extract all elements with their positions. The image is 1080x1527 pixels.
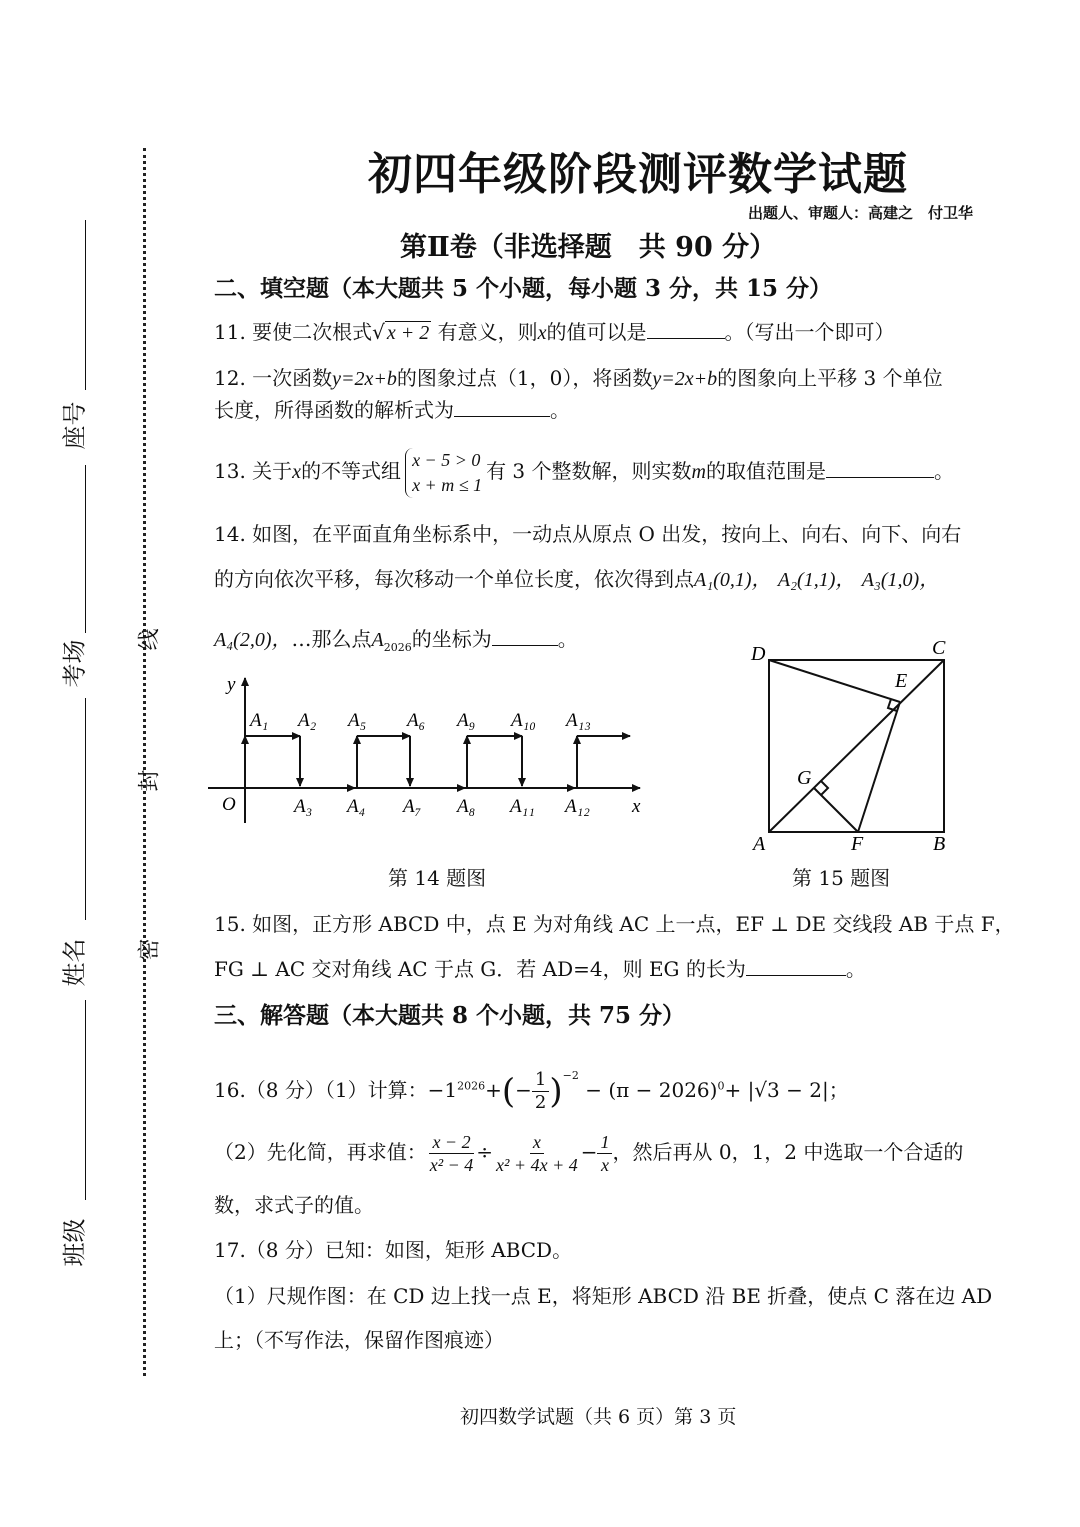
- question-16-part2: [214, 1124, 963, 1180]
- question-14-line1: 14. 如图，在平面直角坐标系中，一动点从原点 O 出发，按向上、向右、向下、向右: [214, 522, 962, 546]
- inequality-2: x + m ≤ 1: [412, 474, 483, 495]
- caption-fig15: 第 15 题图: [792, 866, 891, 890]
- label-seat: 座号: [60, 401, 89, 450]
- point-a2: A₂(1,1)，: [777, 569, 856, 591]
- question-12-line2: [214, 396, 570, 424]
- answer-blank-11[interactable]: [647, 320, 725, 339]
- neg-sign: −: [515, 1078, 532, 1102]
- diagonal-ac: [769, 660, 944, 832]
- label-a12: A₁₂: [565, 796, 590, 817]
- class-name-line: [85, 1000, 86, 1200]
- origin-label: O: [222, 794, 236, 815]
- label-a2: A₂: [298, 710, 317, 731]
- label-a3: A₃: [294, 796, 313, 817]
- q12-func-2: y=2x+b: [652, 368, 718, 390]
- label-a4: A₄: [347, 796, 366, 817]
- q16-expr2: − (π − 2026): [585, 1078, 718, 1102]
- point-a4: A₄(2,0)，: [214, 629, 292, 651]
- part-title: 第Ⅱ卷（非选择题 共 90 分）: [400, 232, 777, 263]
- q15-end: 。: [845, 957, 866, 981]
- frac2-denominator: x² + 4x + 4: [496, 1155, 578, 1175]
- figure-14: [200, 668, 660, 838]
- q16-p2-text-b: ，然后再从 0，1，2 中选取一个合适的: [612, 1140, 964, 1164]
- q16-exp1: 2026: [457, 1079, 486, 1093]
- page-title: 初四年级阶段测评数学试题: [368, 149, 908, 200]
- label-name: 姓名: [60, 938, 89, 987]
- frac1-denominator: x² − 4: [429, 1155, 474, 1175]
- q13-text-b: 的不等式组: [301, 459, 402, 483]
- label-e: E: [895, 670, 908, 692]
- answer-blank-13[interactable]: [826, 459, 934, 478]
- right-angle-g: [821, 781, 828, 795]
- half-numerator: 1: [532, 1069, 549, 1092]
- label-mi: 密: [137, 938, 163, 961]
- path-arrows: [245, 736, 630, 788]
- q14-line3b-text: 的坐标为: [411, 627, 492, 651]
- q12-line2-text: 长度，所得函数的解析式为: [214, 398, 454, 422]
- q13-text-d: 的取值范围是: [705, 459, 826, 483]
- half-denominator: 2: [534, 1092, 547, 1113]
- q12-text-a: 12. 一次函数: [214, 366, 333, 390]
- name-room-line: [85, 698, 86, 920]
- point-a2026: A: [371, 629, 384, 651]
- question-15-line1: 15. 如图，正方形 ABCD 中，点 E 为对角线 AC 上一点，EF ⊥ DE 交线段 AB 于点 F，: [214, 912, 1015, 936]
- q14-line3-text: …那么点: [291, 627, 372, 651]
- answer-blank-12[interactable]: [454, 398, 550, 417]
- question-12: [214, 364, 943, 393]
- q11-x: x: [537, 322, 547, 344]
- label-g: G: [797, 767, 812, 789]
- label-a5: A₅: [348, 710, 367, 731]
- right-paren: ): [549, 1071, 563, 1112]
- q14-line2-text: 的方向依次平移，每次移动一个单位长度，依次得到点: [214, 567, 694, 591]
- q13-text-c: 有 3 个整数解，则实数: [486, 459, 692, 483]
- q11-text-d: 。（写出一个即可）: [724, 320, 895, 344]
- fraction-1: [427, 1131, 477, 1176]
- answer-blank-15[interactable]: [746, 957, 846, 976]
- q16-expr3: + |√3 − 2|；: [724, 1078, 849, 1102]
- q13-m: m: [691, 461, 706, 483]
- label-a7: A₇: [403, 796, 422, 817]
- q12-func: y=2x+b: [332, 368, 397, 390]
- label-f: F: [851, 833, 864, 855]
- q13-end: 。: [933, 459, 954, 483]
- section2-title: 二、填空题（本大题共 5 个小题，每小题 3 分，共 15 分）: [214, 275, 833, 302]
- frac3-numerator: 1: [597, 1131, 612, 1154]
- q16-expr1: −1: [427, 1078, 458, 1102]
- frac3-denominator: x: [600, 1155, 609, 1175]
- left-paren: (: [501, 1071, 516, 1112]
- label-a: A: [753, 833, 766, 855]
- label-a11: A₁₁: [510, 796, 535, 817]
- authors: 出题人、审题人：高建之 付卫华: [748, 204, 974, 222]
- question-17-line1: 17.（8 分）已知：如图，矩形 ABCD。: [214, 1238, 573, 1262]
- label-a1: A₁: [250, 710, 269, 731]
- minus-sign: −: [580, 1140, 598, 1164]
- q16-plus: +: [485, 1078, 502, 1102]
- fraction-2: [493, 1131, 581, 1176]
- q11-radicand: x + 2: [386, 322, 430, 344]
- section3-title: 三、解答题（本大题共 8 个小题，共 75 分）: [214, 1002, 686, 1029]
- label-a6: A₆: [407, 710, 426, 731]
- inequality-1: x − 5 > 0: [412, 449, 481, 470]
- frac2-numerator: x: [530, 1131, 544, 1154]
- caption-fig14: 第 14 题图: [388, 866, 487, 890]
- label-c: C: [932, 637, 946, 659]
- q16-p2-text: （2）先化简，再求值：: [214, 1140, 427, 1164]
- segment-ef: [858, 702, 900, 832]
- question-11: [214, 318, 895, 347]
- answer-blank-14[interactable]: [492, 627, 558, 646]
- page-footer: 初四数学试题（共 6 页）第 3 页: [460, 1406, 737, 1428]
- q16-text-a: 16.（8 分）（1）计算：: [214, 1078, 428, 1102]
- div-sign: ÷: [476, 1140, 494, 1164]
- q11-text-a: 11. 要使二次根式: [214, 320, 373, 344]
- label-seal: 封: [137, 769, 163, 792]
- q11-text-b: 有意义，则: [437, 320, 538, 344]
- question-14-line2: [214, 565, 939, 594]
- inequality-system: [405, 448, 482, 498]
- question-16-part1: [214, 1048, 849, 1120]
- question-17-line2: （1）尺规作图：在 CD 边上找一点 E，将矩形 ABCD 沿 BE 折叠，使点 C 落在边 AD: [214, 1284, 993, 1308]
- q12-text-b: 的图象过点（1，0），将函数: [396, 366, 653, 390]
- label-a9: A₉: [457, 710, 476, 731]
- q16-exp3: 0: [717, 1079, 725, 1093]
- seat-line: [85, 220, 86, 390]
- label-class: 班级: [60, 1218, 89, 1267]
- label-room: 考场: [60, 639, 89, 688]
- q15-line2-text: FG ⊥ AC 交对角线 AC 于点 G．若 AD=4，则 EG 的长为: [214, 957, 746, 981]
- binding-dotted-line: [143, 148, 146, 1376]
- frac1-numerator: x − 2: [429, 1131, 473, 1154]
- q16-exp2: −2: [562, 1069, 579, 1082]
- label-a13: A₁₃: [566, 710, 591, 731]
- label-b: B: [933, 833, 946, 855]
- point-a3: A₃(1,0)，: [861, 569, 940, 591]
- point-a1: A₁(0,1)，: [694, 569, 772, 591]
- fraction-3: [597, 1131, 612, 1176]
- q11-text-c: 的值可以是: [546, 320, 647, 344]
- question-14-line3: [214, 625, 578, 662]
- q13-text-a: 13. 关于: [214, 459, 293, 483]
- q12-text-c: 的图象向上平移 3 个单位: [717, 366, 943, 390]
- segment-de: [769, 660, 900, 702]
- sqrt-sign: √: [372, 320, 385, 344]
- point-a2026-sub: 2026: [383, 641, 412, 654]
- q12-end: 。: [550, 398, 570, 422]
- room-seat-line: [85, 465, 86, 633]
- axis-label-y: y: [227, 674, 236, 695]
- label-d: D: [751, 643, 766, 665]
- fraction-half: [532, 1069, 549, 1114]
- label-a8: A₈: [457, 796, 476, 817]
- axis-label-x: x: [632, 796, 641, 817]
- question-15-line2: [214, 955, 866, 983]
- question-17-line3: 上；（不写作法，保留作图痕迹）: [214, 1328, 504, 1352]
- label-line: 线: [137, 628, 163, 651]
- q14-end: 。: [557, 627, 578, 651]
- figure-15: [745, 632, 965, 857]
- question-16-part2-line2: 数，求式子的值。: [214, 1193, 374, 1217]
- question-13: [214, 444, 954, 499]
- q13-x: x: [292, 461, 302, 483]
- label-a10: A₁₀: [511, 710, 536, 731]
